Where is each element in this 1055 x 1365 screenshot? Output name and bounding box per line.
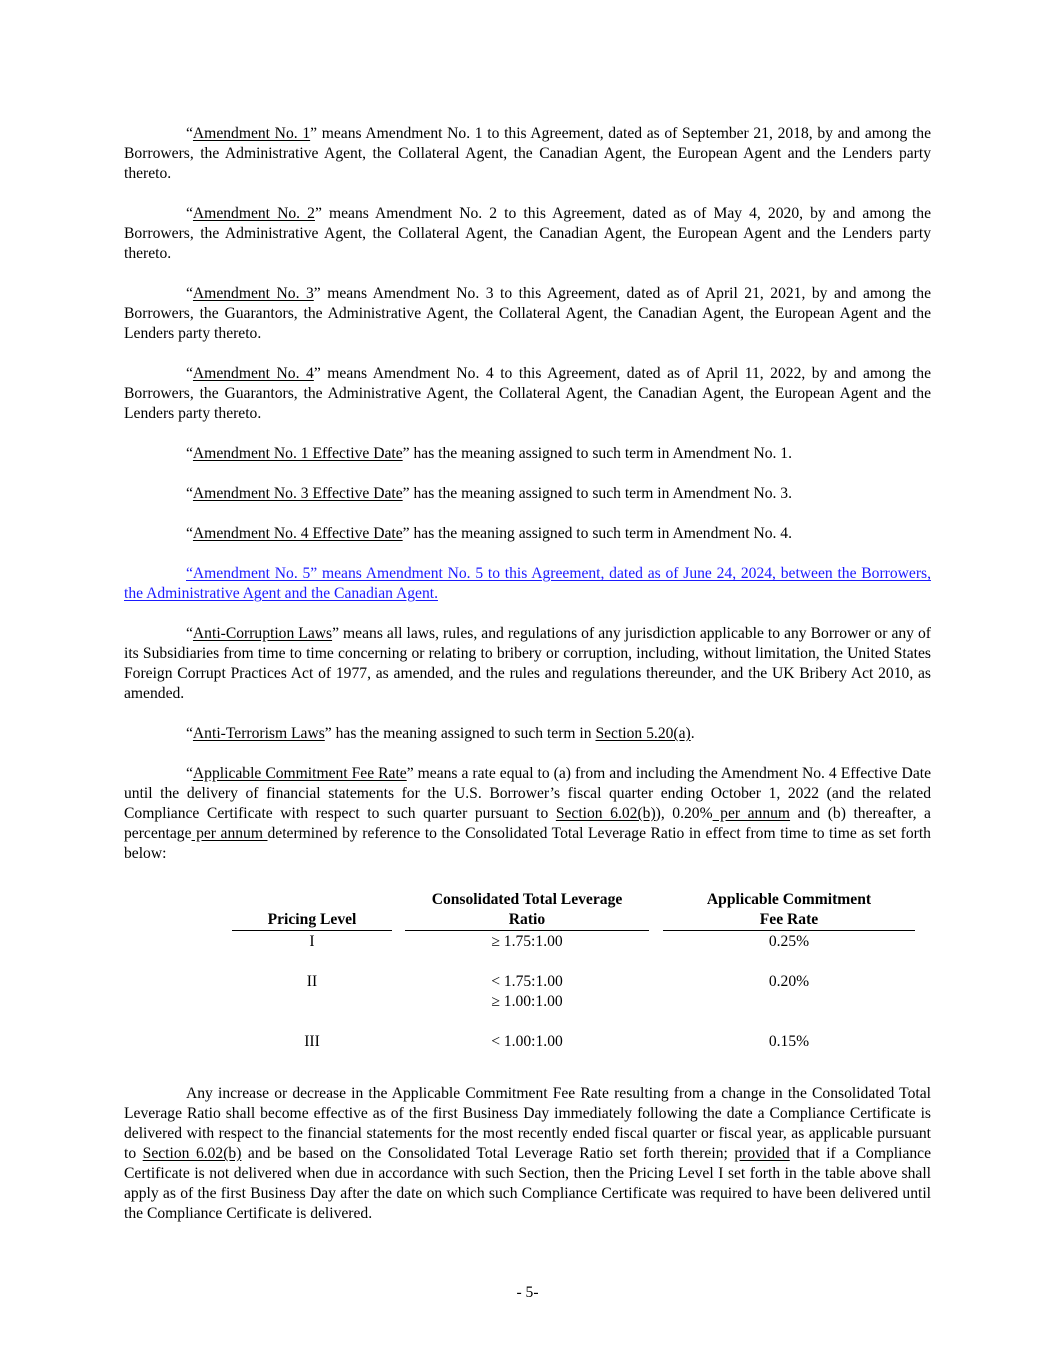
definition-text: ” means all laws, rules, and regulations of any jurisdiction applicable to any Borrower or any of its Subsidiaries from time to time concerning or relating to bribery or corruption, including, without limitation, the United States Foreign Corrupt Practices Act of 1977, as amended, and the rules and regulations thereunder, and the UK Bribery Act 2010, as amended. — [124, 625, 931, 702]
defined-term: Amendment No. 3 Effective Date — [192, 485, 403, 502]
definition-amendment-1: “Amendment No. 1” means Amendment No. 1 to this Agreement, dated as of September 21, 2018, by and among the Borrowers, the Administrative Agent, the Collateral Agent, the Canadian Agent, the European Agent and the Lenders party thereto. — [124, 125, 931, 182]
header-text: Applicable Commitment — [706, 891, 872, 908]
defined-term: Amendment No. 4 Effective Date — [192, 525, 403, 542]
definition-text: ” has the meaning assigned to such term in Amendment No. 4. — [402, 525, 792, 542]
definition-text: ” means Amendment No. 3 to this Agreement, dated as of April 21, 2021, by and among the Borrowers, the Guarantors, the Administrative Agent, the Collateral Agent, the Canadian Agent, the European Agent and the Lenders party thereto. — [124, 285, 931, 342]
definition-text: ” means Amendment No. 2 to this Agreement, dated as of May 4, 2020, by and among the Borrowers, the Administrative Agent, the Collateral Agent, the Canadian Agent, the European Agent and the Lenders party thereto. — [124, 205, 931, 262]
paragraph-text: Any increase or decrease in the Applicable Commitment Fee Rate resulting from a change in the Consolidated Total Leverage Ratio shall become effective as of the first Business Day immediately following the date a Compliance Certificate is delivered with respect to the financial statements for the most recently ended fiscal quarter or fiscal year, as applicable pursuant to — [124, 1085, 931, 1162]
table-header-pricing-level — [232, 884, 392, 931]
definition-amendment-4: “Amendment No. 4” means Amendment No. 4 to this Agreement, dated as of April 11, 2022, by and among the Borrowers, the Guarantors, the Administrative Agent, the Collateral Agent, the Canadian Agent, the European Agent and the Lenders party thereto. — [124, 365, 931, 422]
definition-text: and — [790, 805, 821, 822]
definition-text: ” means Amendment No. 1 to this Agreement, dated as of September 21, 2018, by and among the Borrowers, the Administrative Agent, the Collateral Agent, the Canadian Agent, the European Agent and the Lenders party thereto. — [124, 125, 931, 182]
table-cell-rate: 0.25% — [768, 933, 810, 950]
definition-amendment-3-effective-date: “Amendment No. 3 Effective Date” has the meaning assigned to such term in Amendment No. 3. — [186, 485, 792, 502]
table-cell-rate: 0.20% — [768, 973, 810, 990]
definition-text: determined by reference to the Consolidated Total Leverage Ratio in effect from time to time as set forth below: — [124, 825, 931, 862]
defined-term: Applicable Commitment Fee Rate — [192, 765, 407, 782]
document-page — [124, 124, 931, 1224]
header-text: Fee Rate — [759, 911, 819, 928]
table-header-commitment-fee-rate — [663, 884, 915, 931]
header-text: Pricing Level — [267, 911, 357, 928]
defined-term: Amendment No. 3 — [192, 285, 314, 302]
definition-anti-terrorism-laws: “Anti-Terrorism Laws” has the meaning assigned to such term in Section 5.20(a). — [186, 725, 695, 742]
definition-text-end: . — [690, 725, 695, 742]
section-reference: Section 6.02(b) — [142, 1145, 242, 1162]
section-reference: Section 5.20(a) — [595, 725, 691, 742]
table-cell-level: I — [309, 933, 315, 950]
pricing-table — [124, 884, 931, 1064]
definition-amendment-2: “Amendment No. 2” means Amendment No. 2 to this Agreement, dated as of May 4, 2020, by and among the Borrowers, the Administrative Agent, the Collateral Agent, the Canadian Agent, the European Agent and the Lenders party thereto. — [124, 205, 931, 262]
definition-amendment-1-effective-date: “Amendment No. 1 Effective Date” has the meaning assigned to such term in Amendment No. 1. — [186, 445, 792, 462]
table-cell-ratio: < 1.75:1.00 — [491, 973, 563, 990]
paragraph-text: that if a Compliance Certificate is not delivered when due in accordance with such Section, then the Pricing Level I set forth in the table above shall apply as of the first Business Day after the date on which such Compliance Certificate was required to have been delivered until the Compliance Certificate is delivered. — [124, 1145, 932, 1222]
header-text: Consolidated Total Leverage — [431, 891, 623, 908]
defined-term: Amendment No. 1 — [192, 125, 311, 142]
per-annum: per annum — [191, 825, 268, 842]
paragraph-text: and be based on the Consolidated Total Leverage Ratio set forth therein; — [241, 1145, 735, 1162]
section-reference: Section 6.02(b) — [555, 805, 656, 822]
table-cell-ratio: ≥ 1.00:1.00 — [491, 993, 563, 1010]
definition-text: ” means a rate equal to (a) from and including the Amendment No. 4 Effective Date until the delivery of financial statements for the U.S. Borrower’s fiscal quarter ending October 1, 2022 (and the related Compliance Certificate with respect to such quarter pursuant to — [124, 765, 931, 822]
defined-term: Amendment No. 4 — [192, 365, 314, 382]
inserted-definition-amendment-5: “Amendment No. 5” means Amendment No. 5 to this Agreement, dated as of June 24, 2024, between the Borrowers, the Administrative Agent and the Canadian Agent. — [124, 565, 931, 602]
definition-text: ” means Amendment No. 4 to this Agreement, dated as of April 11, 2022, by and among the Borrowers, the Guarantors, the Administrative Agent, the Collateral Agent, the Canadian Agent, the European Agent and the Lenders party thereto. — [124, 365, 931, 422]
definition-text: (b) thereafter, a percentage — [124, 805, 931, 842]
table-cell-ratio: ≥ 1.75:1.00 — [491, 933, 563, 950]
definition-text: ” has the meaning assigned to such term in Amendment No. 1. — [402, 445, 792, 462]
commitment-fee-adjustment-paragraph — [124, 1084, 931, 1224]
table-header-leverage-ratio — [405, 884, 649, 931]
table-cell-level: III — [304, 1033, 320, 1050]
header-text: Ratio — [508, 911, 546, 928]
table-cell-rate: 0.15% — [768, 1033, 810, 1050]
defined-term: Amendment No. 2 — [192, 205, 315, 222]
definition-text: ” has the meaning assigned to such term in — [324, 725, 596, 742]
definition-amendment-3: “Amendment No. 3” means Amendment No. 3 to this Agreement, dated as of April 21, 2021, by and among the Borrowers, the Guarantors, the Administrative Agent, the Collateral Agent, the Canadian Agent, the European Agent and the Lenders party thereto. — [124, 285, 931, 342]
definition-amendment-4-effective-date: “Amendment No. 4 Effective Date” has the meaning assigned to such term in Amendment No. 4. — [186, 525, 792, 542]
definition-applicable-commitment-fee-rate: “Applicable Commitment Fee Rate” means a rate equal to (a) from and including the Amendment No. 4 Effective Date until the delivery of financial statements for the U.S. Borrower’s fiscal quarter ending October 1, 2022 (and the related Compliance Certificate with respect to such quarter pursuant to Section 6.02(b)), 0.20% per annum and (b) thereafter, a percentage per annum determined by reference to the Consolidated Total Leverage Ratio in effect from time to time as set forth below: — [124, 765, 931, 862]
defined-term: Anti-Corruption Laws — [192, 625, 333, 642]
table-cell-level: II — [306, 973, 318, 990]
table-cell-ratio: < 1.00:1.00 — [491, 1033, 563, 1050]
definition-anti-corruption-laws: “Anti-Corruption Laws” means all laws, rules, and regulations of any jurisdiction applicable to any Borrower or any of its Subsidiaries from time to time concerning or relating to bribery or corruption, including, without limitation, the United States Foreign Corrupt Practices Act of 1977, as amended, and the rules and regulations thereunder, and the UK Bribery Act 2010, as amended. — [124, 625, 931, 702]
per-annum: per annum — [712, 805, 791, 822]
defined-term: Amendment No. 1 Effective Date — [192, 445, 403, 462]
page-number: - 5- — [516, 1284, 539, 1301]
provided-term: provided — [734, 1145, 790, 1162]
definition-text: ), 0.20% — [655, 805, 713, 822]
definition-text: ” has the meaning assigned to such term in Amendment No. 3. — [402, 485, 792, 502]
defined-term: Anti-Terrorism Laws — [192, 725, 325, 742]
